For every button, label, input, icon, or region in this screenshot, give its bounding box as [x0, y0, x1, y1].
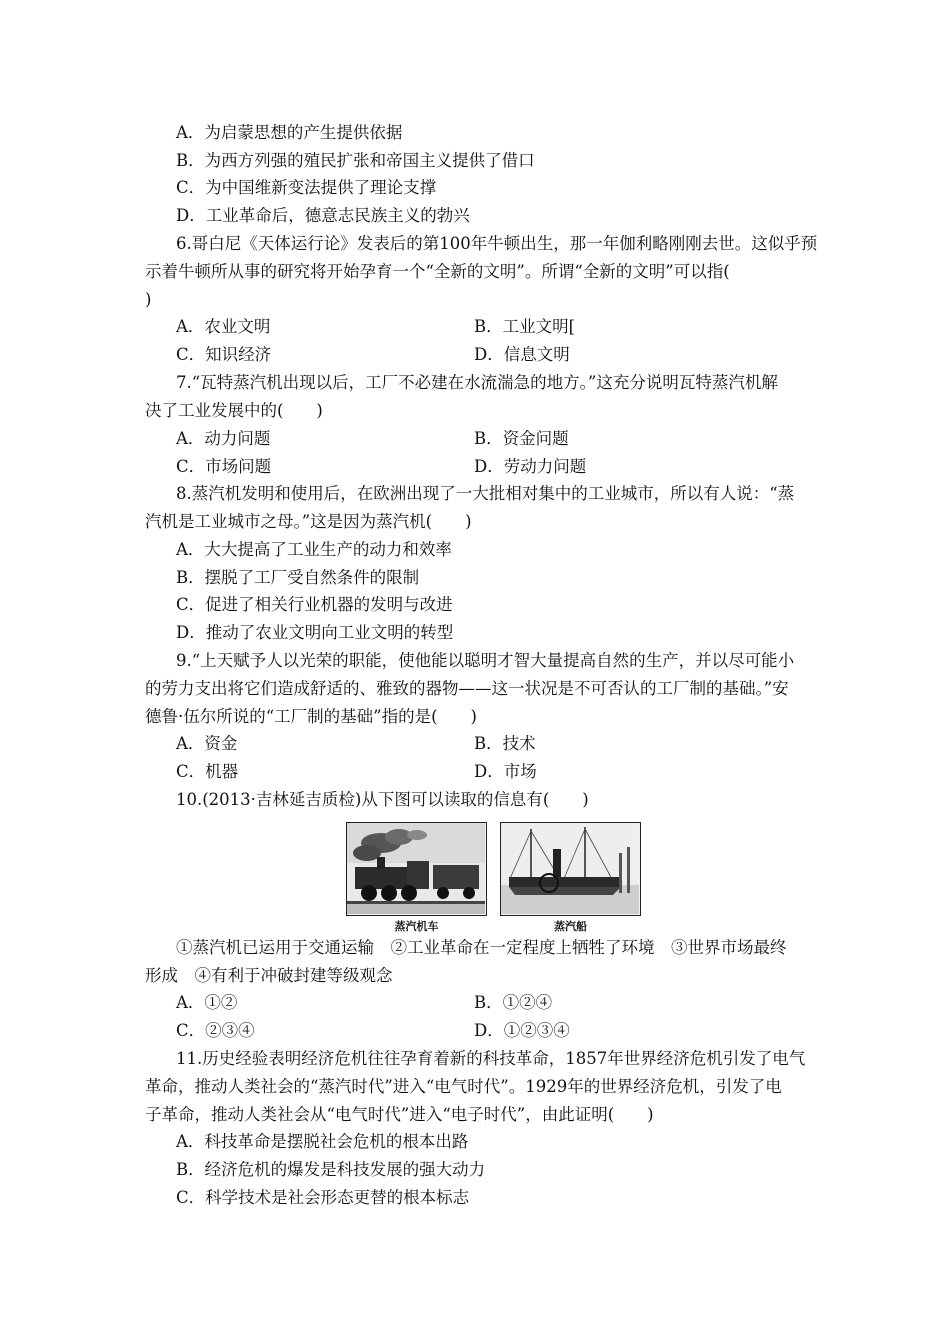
steam-locomotive-illustration [346, 822, 487, 916]
q5-option-a: A．为启蒙思想的产生提供依据 [176, 123, 403, 142]
q9-stem-line-2: 的劳力支出将它们造成舒适的、雅致的器物——这一状况是不可否认的工厂制的基础。”安 [145, 679, 789, 698]
steamship-drawing [501, 823, 639, 914]
q5-option-d: D．工业革命后，德意志民族主义的勃兴 [176, 206, 470, 225]
figure-caption-steamship: 蒸汽船 [554, 920, 587, 933]
steam-locomotive-drawing [347, 823, 485, 914]
q7-option-d: D．劳动力问题 [474, 457, 587, 476]
q11-stem-line-3: 子革命，推动人类社会从“电气时代”进入“电子时代”，由此证明( ) [145, 1105, 654, 1124]
q11-option-a: A．科技革命是摆脱社会危机的根本出路 [176, 1132, 469, 1151]
q9-option-d: D．市场 [474, 762, 537, 781]
q6-stem-line-1: 6.哥白尼《天体运行论》发表后的第100年牛顿出生，那一年伽利略刚刚去世。这似乎预 [176, 234, 818, 253]
q6-option-a: A．农业文明 [176, 317, 271, 336]
q10-option-d: D．①②③④ [474, 1021, 570, 1040]
q5-option-b: B．为西方列强的殖民扩张和帝国主义提供了借口 [176, 151, 535, 170]
q7-option-c: C．市场问题 [176, 457, 272, 476]
q11-option-c: C．科学技术是社会形态更替的根本标志 [176, 1188, 470, 1207]
q6-option-b: B．工业文明[ [474, 317, 576, 336]
figure-caption-locomotive: 蒸汽机车 [394, 920, 439, 933]
q7-option-a: A．动力问题 [176, 429, 271, 448]
q6-option-d: D．信息文明 [474, 345, 570, 364]
q7-stem-line-2: 决了工业发展中的( ) [145, 401, 323, 420]
q9-option-b: B．技术 [474, 734, 536, 753]
q7-stem-line-1: 7.“瓦特蒸汽机出现以后，工厂不必建在水流湍急的地方。”这充分说明瓦特蒸汽机解 [176, 373, 778, 392]
q10-stem-line-1: 10.(2013·吉林延吉质检)从下图可以读取的信息有( ) [176, 790, 589, 809]
q11-option-b: B．经济危机的爆发是科技发展的强大动力 [176, 1160, 486, 1179]
q7-option-b: B．资金问题 [474, 429, 569, 448]
steamship-illustration [500, 822, 641, 916]
q9-option-a: A．资金 [176, 734, 238, 753]
q6-option-c: C．知识经济 [176, 345, 272, 364]
q8-stem-line-1: 8.蒸汽机发明和使用后，在欧洲出现了一大批相对集中的工业城市，所以有人说：“蒸 [176, 484, 795, 503]
q9-option-c: C．机器 [176, 762, 239, 781]
q11-stem-line-1: 11.历史经验表明经济危机往往孕育着新的科技革命，1857年世界经济危机引发了电气 [176, 1049, 806, 1068]
q9-stem-line-3: 德鲁·伍尔所说的“工厂制的基础”指的是( ) [145, 707, 477, 726]
q10-option-c: C．②③④ [176, 1021, 255, 1040]
q8-option-d: D．推动了农业文明向工业文明的转型 [176, 623, 454, 642]
q9-stem-line-1: 9.“上天赋予人以光荣的职能，使他能以聪明才智大量提高自然的生产，并以尽可能小 [176, 651, 795, 670]
q8-option-c: C．促进了相关行业机器的发明与改进 [176, 595, 453, 614]
figure-steam-locomotive [346, 822, 487, 934]
q8-option-b: B．摆脱了工厂受自然条件的限制 [176, 568, 420, 587]
q10-option-b: B．①②④ [474, 993, 553, 1012]
q6-stem-line-3: ) [145, 290, 152, 309]
q10-option-a: A．①② [176, 993, 238, 1012]
q10-statements-line-2: 形成 ④有利于冲破封建等级观念 [145, 966, 393, 985]
q8-option-a: A．大大提高了工业生产的动力和效率 [176, 540, 452, 559]
q6-stem-line-2: 示着牛顿所从事的研究将开始孕育一个“全新的文明”。所谓“全新的文明”可以指( [145, 262, 730, 281]
q11-stem-line-2: 革命，推动人类社会的“蒸汽时代”进入“电气时代”。1929年的世界经济危机，引发了电 [145, 1077, 782, 1096]
figure-steamship [500, 822, 641, 934]
q10-statements-line-1: ①蒸汽机已运用于交通运输 ②工业革命在一定程度上牺牲了环境 ③世界市场最终 [176, 938, 787, 957]
q8-stem-line-2: 汽机是工业城市之母。”这是因为蒸汽机( ) [145, 512, 472, 531]
q5-option-c: C．为中国维新变法提供了理论支撑 [176, 178, 437, 197]
